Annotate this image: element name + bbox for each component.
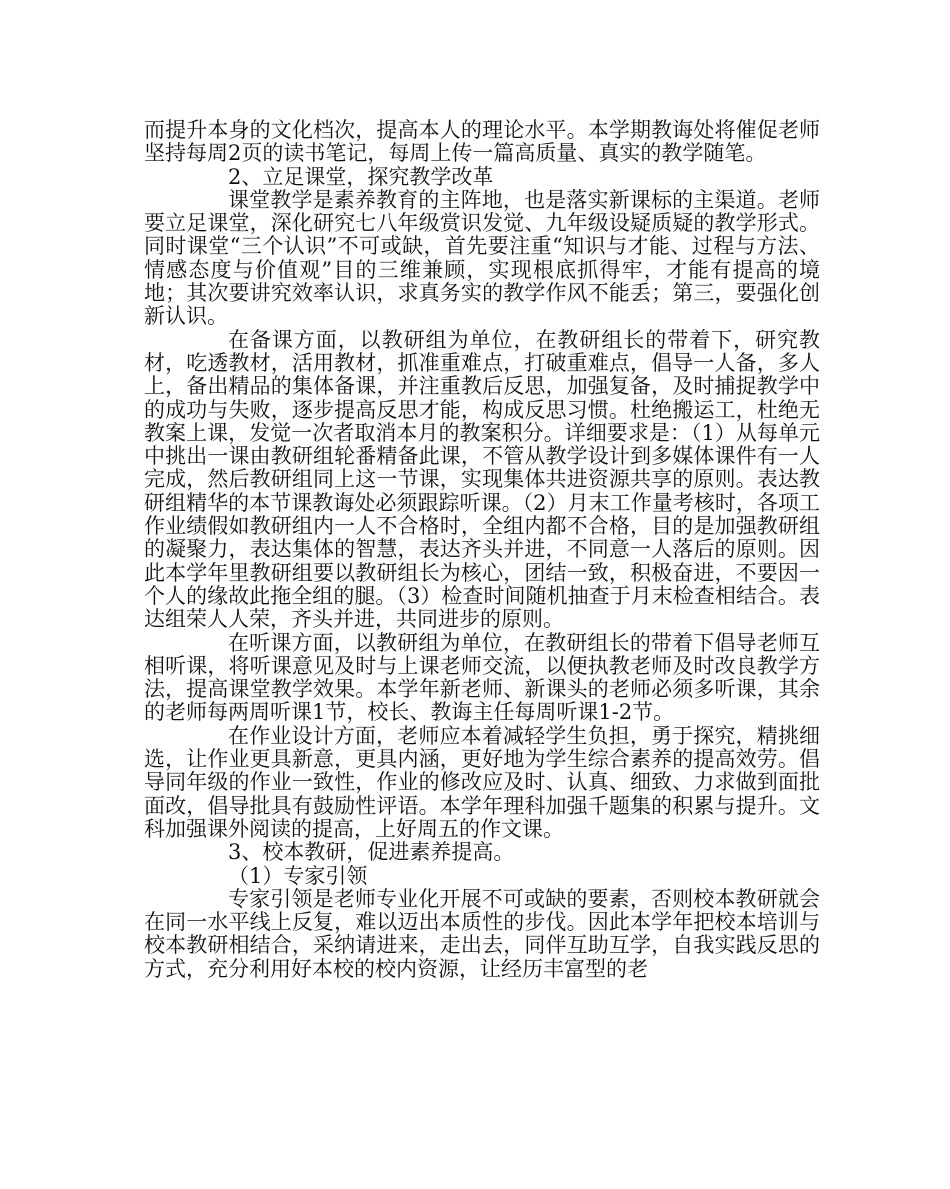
subheading-expert-guidance: （1）专家引领 (228, 863, 368, 888)
heading-classroom-reform: 2、立足课堂，探究教学改革 (228, 164, 494, 189)
paragraph-classroom-teaching: 课堂教学是素养教育的主阵地，也是落实新课标的主渠道。老师要立足课堂，深化研究七八年级赏识发觉、九年级设疑质疑的教学形式。同时课堂“三个认识”不可或缺，首先要注重“知识与才能、过程与方法、情感态度与价值观”目的三维兼顾，实现根底抓得牢，才能有提高的境地；其次要讲究效率认识，求真务实的教学作风不能丢；第三，要强化创新认识。 (144, 187, 820, 329)
paragraph-reading-notes: 而提升本身的文化档次，提高本人的理论水平。本学期教诲处将催促老师坚持每周2页的读书笔记，每周上传一篇高质量、真实的教学随笔。 (144, 118, 820, 166)
heading-school-research: 3、校本教研，促进素养提高。 (228, 840, 515, 865)
paragraph-homework-design: 在作业设计方面，老师应本着减轻学生负担，勇于探究，精挑细选，让作业更具新意，更具内涵，更好地为学生综合素养的提高效劳。倡导同年级的作业一致性，作业的修改应及时、认真、细致、力求做到面批面改，倡导批具有鼓励性评语。本学年理科加强千题集的积累与提升。文科加强课外阅读的提高，上好周五的作文课。 (144, 723, 820, 841)
paragraph-expert-guidance: 专家引领是老师专业化开展不可或缺的要素，否则校本教研就会在同一水平线上反复，难以迈出本质性的步伐。因此本学年把校本培训与校本教研相结合，采纳请进来，走出去，同伴互助互学，自我实践反思的方式，充分利用好本校的校内资源，让经历丰富型的老 (144, 886, 820, 981)
document-body (144, 119, 820, 981)
paragraph-lesson-observation: 在听课方面，以教研组为单位，在教研组长的带着下倡导老师互相听课，将听课意见及时与上课老师交流，以便执教老师及时改良教学方法，提高课堂教学效果。本学年新老师、新课头的老师必须多听课，其余的老师每两周听课1节，校长、教诲主任每周听课1-2节。 (144, 630, 820, 725)
paragraph-lesson-preparation: 在备课方面，以教研组为单位，在教研组长的带着下，研究教材，吃透教材，活用教材，抓准重难点，打破重难点，倡导一人备，多人上，备出精品的集体备课，并注重教后反思，加强复备，及时捕捉教学中的成功与失败，逐步提高反思才能，构成反思习惯。杜绝搬运工，杜绝无教案上课，发觉一次者取消本月的教案积分。详细要求是：（1）从每单元中挑出一课由教研组轮番精备此课，不管从教学设计到多媒体课件有一人完成，然后教研组同上这一节课，实现集体共进资源共享的原则。表达教研组精华的本节课教诲处必须跟踪听课。（2）月末工作量考核时，各项工作业绩假如教研组内一人不合格时，全组内都不合格，目的是加强教研组的凝聚力，表达集体的智慧，表达齐头并进，不同意一人落后的原则。因此本学年里教研组要以教研组长为核心，团结一致，积极奋进，不要因一个人的缘故此拖全组的腿。（3）检查时间随机抽查于月末检查相结合。表达组荣人人荣，齐头并进，共同进步的原则。 (144, 327, 820, 632)
